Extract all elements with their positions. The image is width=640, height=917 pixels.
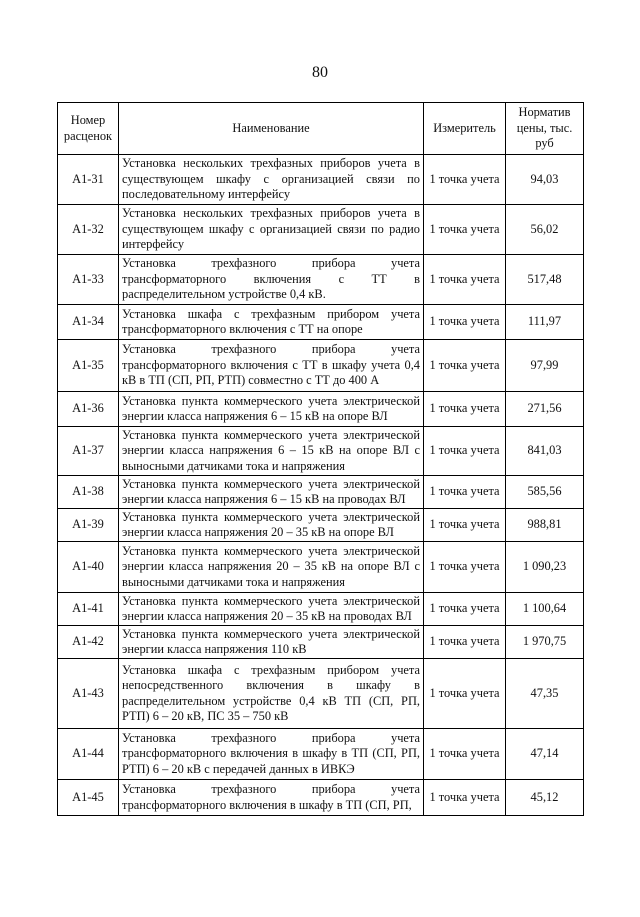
table-row <box>58 729 584 780</box>
table-row <box>58 255 584 305</box>
row-price: 47,14 <box>506 729 584 780</box>
table-row <box>58 205 584 255</box>
table-row <box>58 593 584 626</box>
row-code: А1-43 <box>58 659 119 729</box>
row-name: Установка трехфазного прибора учета трансформаторного включения в шкафу в ТП (СП, РП, РТП) 6 – 20 кВ с передачей данных в ИВКЭ <box>119 729 424 780</box>
row-price: 1 100,64 <box>506 593 584 626</box>
row-price: 585,56 <box>506 476 584 509</box>
header-name: Наименование <box>119 103 424 155</box>
row-name: Установка пункта коммерческого учета электрической энергии класса напряжения 20 – 35 кВ на опоре ВЛ <box>119 509 424 542</box>
table-row <box>58 392 584 427</box>
table-row <box>58 155 584 205</box>
table-row <box>58 476 584 509</box>
row-unit: 1 точка учета <box>424 593 506 626</box>
row-unit: 1 точка учета <box>424 780 506 816</box>
row-price: 988,81 <box>506 509 584 542</box>
row-code: А1-34 <box>58 305 119 340</box>
table-header-row <box>58 103 584 155</box>
row-unit: 1 точка учета <box>424 427 506 476</box>
row-price: 1 090,23 <box>506 542 584 593</box>
row-name: Установка трехфазного прибора учета трансформаторного включения с ТТ в шкафу учета 0,4 кВ в ТП (СП, РП, РТП) совместно с ТТ до 400 А <box>119 340 424 392</box>
row-name: Установка трехфазного прибора учета трансформаторного включения с ТТ в распределительном устройстве 0,4 кВ. <box>119 255 424 305</box>
row-price: 517,48 <box>506 255 584 305</box>
row-code: А1-41 <box>58 593 119 626</box>
row-code: А1-35 <box>58 340 119 392</box>
row-code: А1-40 <box>58 542 119 593</box>
row-price: 45,12 <box>506 780 584 816</box>
row-name: Установка шкафа с трехфазным прибором учета непосредственного включения в шкафу в распределительном устройстве 0,4 кВ ТП (СП, РП, РТП) 6 – 20 кВ, ПС 35 – 750 кВ <box>119 659 424 729</box>
row-code: А1-42 <box>58 626 119 659</box>
row-code: А1-33 <box>58 255 119 305</box>
row-name: Установка пункта коммерческого учета электрической энергии класса напряжения 20 – 35 кВ на проводах ВЛ <box>119 593 424 626</box>
table-row <box>58 427 584 476</box>
row-price: 97,99 <box>506 340 584 392</box>
row-price: 841,03 <box>506 427 584 476</box>
row-name: Установка шкафа с трехфазным прибором учета трансформаторного включения с ТТ на опоре <box>119 305 424 340</box>
row-unit: 1 точка учета <box>424 729 506 780</box>
row-name: Установка пункта коммерческого учета электрической энергии класса напряжения 110 кВ <box>119 626 424 659</box>
header-code: Номер расценок <box>58 103 119 155</box>
row-unit: 1 точка учета <box>424 392 506 427</box>
rates-table <box>57 102 584 816</box>
header-unit: Измеритель <box>424 103 506 155</box>
row-unit: 1 точка учета <box>424 509 506 542</box>
table-row <box>58 340 584 392</box>
row-price: 271,56 <box>506 392 584 427</box>
row-code: А1-32 <box>58 205 119 255</box>
row-name: Установка пункта коммерческого учета электрической энергии класса напряжения 6 – 15 кВ на опоре ВЛ <box>119 392 424 427</box>
table-row <box>58 305 584 340</box>
row-name: Установка трехфазного прибора учета трансформаторного включения в шкафу в ТП (СП, РП, <box>119 780 424 816</box>
row-code: А1-38 <box>58 476 119 509</box>
row-name: Установка нескольких трехфазных приборов учета в существующем шкафу с организацией связи по последовательному интерфейсу <box>119 155 424 205</box>
row-unit: 1 точка учета <box>424 155 506 205</box>
row-unit: 1 точка учета <box>424 542 506 593</box>
table-row <box>58 780 584 816</box>
page-number: 80 <box>312 64 328 81</box>
row-unit: 1 точка учета <box>424 205 506 255</box>
row-code: А1-39 <box>58 509 119 542</box>
row-unit: 1 точка учета <box>424 340 506 392</box>
row-unit: 1 точка учета <box>424 476 506 509</box>
row-unit: 1 точка учета <box>424 659 506 729</box>
row-code: А1-37 <box>58 427 119 476</box>
row-price: 47,35 <box>506 659 584 729</box>
row-price: 94,03 <box>506 155 584 205</box>
row-name: Установка пункта коммерческого учета электрической энергии класса напряжения 20 – 35 кВ на опоре ВЛ с выносными датчиками тока и напряжения <box>119 542 424 593</box>
header-price: Норматив цены, тыс. руб <box>506 103 584 155</box>
row-price: 56,02 <box>506 205 584 255</box>
row-code: А1-44 <box>58 729 119 780</box>
table-row <box>58 509 584 542</box>
table-row <box>58 626 584 659</box>
row-code: А1-36 <box>58 392 119 427</box>
table-row <box>58 542 584 593</box>
row-name: Установка нескольких трехфазных приборов учета в существующем шкафу с организацией связи по радио интерфейсу <box>119 205 424 255</box>
row-price: 1 970,75 <box>506 626 584 659</box>
row-code: А1-45 <box>58 780 119 816</box>
row-unit: 1 точка учета <box>424 255 506 305</box>
row-name: Установка пункта коммерческого учета электрической энергии класса напряжения 6 – 15 кВ на опоре ВЛ с выносными датчиками тока и напряжения <box>119 427 424 476</box>
row-price: 111,97 <box>506 305 584 340</box>
row-code: А1-31 <box>58 155 119 205</box>
row-unit: 1 точка учета <box>424 626 506 659</box>
row-name: Установка пункта коммерческого учета электрической энергии класса напряжения 6 – 15 кВ на проводах ВЛ <box>119 476 424 509</box>
row-unit: 1 точка учета <box>424 305 506 340</box>
table-row <box>58 659 584 729</box>
